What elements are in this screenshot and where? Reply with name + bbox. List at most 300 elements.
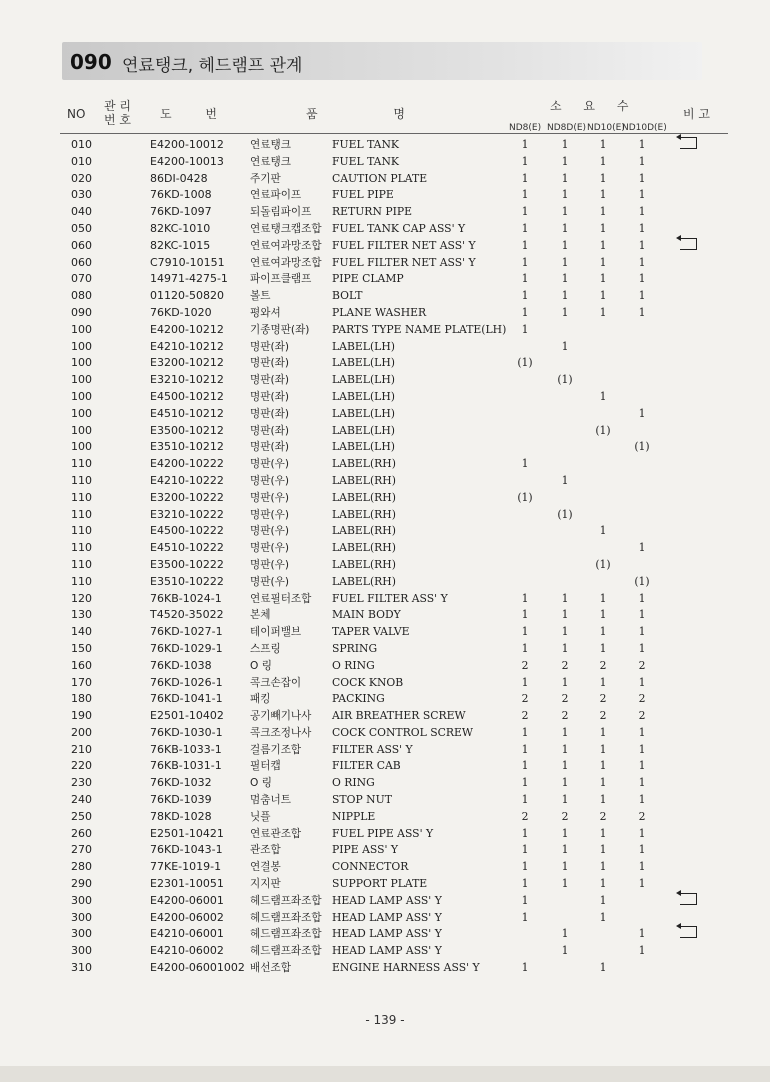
row-qty-4: 1 [638,843,646,857]
row-name-korean: 명판(우) [250,474,289,487]
row-no: 110 [71,457,92,471]
row-name-english: AIR BREATHER SCREW [332,709,466,723]
row-qty-4: 1 [638,305,646,319]
row-qty-2: (1) [557,507,573,521]
row-qty-3: 1 [599,625,607,639]
row-qty-1: 1 [521,759,529,773]
row-qty-2: 1 [561,221,569,235]
row-qty-3: 2 [599,809,607,823]
row-part-number: E4210-06002 [150,944,224,958]
row-name-korean: 콕크손잡이 [250,676,302,689]
row-name-korean: 연료탱크캡조합 [250,222,322,235]
row-part-number: E3510-10222 [150,574,224,588]
col-model-1: ND8(E) [509,123,542,133]
row-name-english: STOP NUT [332,793,392,807]
row-qty-3: 1 [599,860,607,874]
row-name-english: MAIN BODY [332,608,401,622]
row-no: 210 [71,742,92,756]
row-no: 140 [71,625,92,639]
row-qty-2: 2 [561,709,569,723]
row-part-number: 76KD-1032 [150,776,212,790]
row-name-english: O RING [332,658,375,672]
table-row [0,339,770,356]
table-row [0,305,770,322]
row-no: 100 [71,356,92,370]
row-qty-4: 1 [638,221,646,235]
table-row [0,809,770,826]
row-name-english: LABEL(LH) [332,356,395,370]
row-qty-3: 1 [599,910,607,924]
row-part-number: 01120-50820 [150,289,224,303]
row-no: 260 [71,826,92,840]
col-model-3: ND10(E) [587,123,625,133]
row-qty-3: 1 [599,608,607,622]
row-qty-2: 1 [561,188,569,202]
row-no: 060 [71,238,92,252]
table-row [0,607,770,624]
row-qty-3: 1 [599,675,607,689]
row-no: 100 [71,440,92,454]
row-name-korean: 명판(좌) [250,390,289,403]
row-no: 090 [71,305,92,319]
row-qty-4: 1 [638,406,646,420]
row-qty-4: 1 [638,675,646,689]
row-name-english: LABEL(RH) [332,557,396,571]
row-qty-2: 1 [561,944,569,958]
row-part-number: 76KD-1030-1 [150,725,223,739]
row-no: 110 [71,541,92,555]
row-name-korean: 명판(좌) [250,374,289,387]
row-name-english: LABEL(LH) [332,389,395,403]
row-qty-3: 1 [599,272,607,286]
row-qty-1: 2 [521,709,529,723]
row-qty-1: 1 [521,641,529,655]
table-row [0,658,770,675]
row-qty-4: 1 [638,877,646,891]
row-name-english: PIPE CLAMP [332,272,404,286]
row-no: 230 [71,776,92,790]
row-part-number: 76KD-1027-1 [150,625,223,639]
table-row [0,876,770,893]
row-name-korean: 헤드램프좌조합 [250,894,322,907]
row-name-english: COCK KNOB [332,675,404,689]
row-qty-3: (1) [595,423,611,437]
row-name-korean: 명판(좌) [250,424,289,437]
row-name-english: FUEL TANK CAP ASS' Y [332,221,466,235]
row-qty-2: 1 [561,171,569,185]
row-qty-3: 1 [599,289,607,303]
table-row [0,725,770,742]
row-part-number: 76KD-1020 [150,305,212,319]
row-name-english: ENGINE HARNESS ASS' Y [332,961,480,975]
row-no: 110 [71,473,92,487]
row-name-korean: 기종명판(좌) [250,323,310,336]
row-part-number: 76KD-1039 [150,793,212,807]
row-name-english: LABEL(LH) [332,440,395,454]
row-part-number: E2301-10051 [150,877,224,891]
row-no: 010 [71,138,92,151]
row-no: 110 [71,490,92,504]
row-qty-1: 1 [521,843,529,857]
row-name-english: CONNECTOR [332,860,409,874]
row-qty-1: 1 [521,322,529,336]
row-qty-1: 1 [521,255,529,269]
row-name-english: LABEL(RH) [332,524,396,538]
row-no: 020 [71,171,92,185]
row-part-number: E4200-06002 [150,910,224,924]
row-qty-4: (1) [634,440,650,454]
row-qty-2: 2 [561,658,569,672]
header-divider [60,133,728,134]
row-qty-3: 1 [599,776,607,790]
row-qty-4: 1 [638,641,646,655]
row-no: 110 [71,557,92,571]
row-name-english: HEAD LAMP ASS' Y [332,893,442,907]
row-qty-3: 2 [599,709,607,723]
table-row [0,171,770,188]
row-part-number: 76KB-1033-1 [150,742,222,756]
row-name-english: LABEL(RH) [332,473,396,487]
row-qty-3: 2 [599,658,607,672]
row-name-korean: 걸름기조합 [250,743,302,756]
row-qty-2: 1 [561,675,569,689]
row-name-english: BOLT [332,289,363,303]
row-part-number: 76KD-1043-1 [150,843,223,857]
row-qty-4: 1 [638,826,646,840]
row-qty-1: 1 [521,910,529,924]
row-part-number: E2501-10402 [150,709,224,723]
row-qty-1: 1 [521,205,529,219]
row-name-english: LABEL(LH) [332,406,395,420]
row-name-english: FUEL FILTER NET ASS' Y [332,238,476,252]
row-qty-2: 1 [561,138,569,151]
table-row [0,842,770,859]
row-name-korean: 헤드램프좌조합 [250,911,322,924]
table-row [0,641,770,658]
row-qty-2: 1 [561,154,569,168]
row-no: 040 [71,205,92,219]
table-row [0,355,770,372]
table-row [0,624,770,641]
row-qty-3: 1 [599,893,607,907]
row-name-english: SUPPORT PLATE [332,877,428,891]
row-qty-4: 1 [638,541,646,555]
row-part-number: 77KE-1019-1 [150,860,222,874]
row-part-number: 76KB-1024-1 [150,591,222,605]
row-qty-4: 1 [638,927,646,941]
row-qty-3: 1 [599,389,607,403]
row-part-number: E4210-06001 [150,927,224,941]
row-qty-4: 1 [638,608,646,622]
row-no: 180 [71,692,92,706]
row-name-english: LABEL(LH) [332,423,395,437]
row-no: 050 [71,221,92,235]
row-qty-2: 1 [561,927,569,941]
row-no: 110 [71,507,92,521]
row-name-english: FUEL FILTER NET ASS' Y [332,255,476,269]
row-qty-2: 1 [561,759,569,773]
row-qty-2: 1 [561,205,569,219]
row-name-korean: 명판(좌) [250,357,289,370]
row-part-number: E3200-10212 [150,356,224,370]
row-name-english: O RING [332,776,375,790]
row-name-korean: 공기빼기나사 [250,710,312,723]
col-drawing: 도 번 [160,107,217,121]
row-part-number: E3510-10212 [150,440,224,454]
row-part-number: 76KB-1031-1 [150,759,222,773]
row-no: 070 [71,272,92,286]
bottom-band [0,1066,770,1082]
row-name-english: COCK CONTROL SCREW [332,725,473,739]
row-no: 100 [71,389,92,403]
row-name-korean: 연료관조합 [250,827,302,840]
row-name-korean: 명판(좌) [250,340,289,353]
row-no: 060 [71,255,92,269]
row-part-number: 76KD-1038 [150,658,212,672]
row-qty-2: 1 [561,305,569,319]
row-part-number: 76KD-1026-1 [150,675,223,689]
row-qty-3: 1 [599,742,607,756]
row-name-korean: 헤드램프좌조합 [250,945,322,958]
row-qty-3: 1 [599,793,607,807]
row-qty-1: 1 [521,742,529,756]
row-qty-3: 2 [599,692,607,706]
row-qty-1: 1 [521,272,529,286]
row-part-number: E4210-10222 [150,473,224,487]
row-name-english: RETURN PIPE [332,205,412,219]
row-name-english: FUEL FILTER ASS' Y [332,591,448,605]
row-no: 300 [71,944,92,958]
row-qty-4: 1 [638,725,646,739]
row-no: 130 [71,608,92,622]
row-name-english: FUEL TANK [332,138,399,151]
row-name-korean: 주기판 [250,172,281,185]
row-qty-3: 1 [599,877,607,891]
row-part-number: E4200-06001002 [150,961,245,975]
table-row [0,758,770,775]
table-row [0,154,770,171]
row-part-number: 76KD-1029-1 [150,641,223,655]
row-name-korean: 되돌림파이프 [250,206,312,219]
row-name-english: HEAD LAMP ASS' Y [332,944,442,958]
row-qty-2: 1 [561,641,569,655]
row-name-english: LABEL(RH) [332,507,396,521]
row-qty-4: 1 [638,289,646,303]
table-row [0,221,770,238]
page-number: - 139 - [365,1013,405,1027]
table-row [0,439,770,456]
row-name-korean: 콕크조정나사 [250,726,312,739]
row-name-english: LABEL(RH) [332,541,396,555]
row-qty-4: 1 [638,860,646,874]
row-qty-4: 1 [638,272,646,286]
row-no: 080 [71,289,92,303]
row-name-korean: 패킹 [250,693,271,706]
row-qty-1: 1 [521,289,529,303]
row-name-korean: 명판(우) [250,491,289,504]
col-model-2: ND8D(E) [547,123,587,133]
row-name-english: LABEL(LH) [332,373,395,387]
row-name-korean: 명판(좌) [250,407,289,420]
table-row [0,926,770,943]
row-qty-2: 1 [561,238,569,252]
row-no: 290 [71,877,92,891]
row-no: 110 [71,574,92,588]
row-name-korean: 지지판 [250,878,281,891]
row-qty-2: 1 [561,608,569,622]
row-name-korean: 명판(우) [250,575,289,588]
row-qty-1: 1 [521,675,529,689]
table-row [0,960,770,977]
row-qty-4: 1 [638,205,646,219]
row-qty-2: 1 [561,625,569,639]
row-qty-2: 1 [561,255,569,269]
row-part-number: E2501-10421 [150,826,224,840]
row-qty-3: 1 [599,961,607,975]
row-qty-2: 2 [561,692,569,706]
row-name-korean: 필터캡 [250,760,281,773]
row-part-number: 82KC-1010 [150,221,211,235]
row-part-number: E3210-10222 [150,507,224,521]
row-qty-1: (1) [517,356,533,370]
table-row [0,792,770,809]
row-no: 100 [71,406,92,420]
row-qty-1: 1 [521,725,529,739]
row-name-english: HEAD LAMP ASS' Y [332,910,442,924]
section-title: 연료탱크, 헤드램프 관계 [122,56,303,76]
row-no: 300 [71,927,92,941]
row-qty-3: 1 [599,205,607,219]
row-qty-4: 1 [638,154,646,168]
table-row [0,591,770,608]
section-code: 090 [70,50,112,74]
interchange-bracket-icon [680,893,697,905]
row-qty-4: 1 [638,793,646,807]
table-row [0,372,770,389]
row-qty-2: 1 [561,860,569,874]
row-name-korean: 닛플 [250,810,271,823]
row-part-number: 82KC-1015 [150,238,211,252]
row-qty-3: 1 [599,524,607,538]
table-row [0,490,770,507]
col-remarks: 비 고 [683,107,710,121]
row-qty-1: 1 [521,961,529,975]
table-row [0,322,770,339]
row-no: 030 [71,188,92,202]
row-name-english: TAPER VALVE [332,625,410,639]
table-row [0,557,770,574]
row-part-number: E3200-10222 [150,490,224,504]
table-row [0,708,770,725]
row-qty-1: 1 [521,776,529,790]
table-row [0,137,770,154]
row-qty-1: 1 [521,826,529,840]
row-part-number: E4510-10212 [150,406,224,420]
row-no: 120 [71,591,92,605]
row-no: 100 [71,423,92,437]
row-qty-4: (1) [634,574,650,588]
row-name-korean: 명판(우) [250,542,289,555]
row-part-number: E3500-10222 [150,557,224,571]
row-qty-1: 1 [521,171,529,185]
row-no: 280 [71,860,92,874]
row-qty-3: 1 [599,826,607,840]
row-qty-1: 1 [521,860,529,874]
row-name-korean: 배선조합 [250,962,291,975]
row-qty-4: 1 [638,591,646,605]
row-qty-3: 1 [599,238,607,252]
row-qty-2: 1 [561,742,569,756]
interchange-bracket-icon [680,926,697,938]
row-part-number: E4200-10222 [150,457,224,471]
table-row [0,691,770,708]
col-model-4: ND10D(E) [622,123,667,133]
row-qty-2: 1 [561,877,569,891]
table-row [0,859,770,876]
row-name-korean: 명판(우) [250,508,289,521]
row-no: 310 [71,961,92,975]
table-row [0,423,770,440]
row-qty-2: 1 [561,473,569,487]
table-row [0,288,770,305]
row-name-english: CAUTION PLATE [332,171,428,185]
row-name-korean: 연료여과망조합 [250,239,322,252]
row-name-english: FILTER ASS' Y [332,742,413,756]
row-part-number: E4200-10212 [150,322,224,336]
row-part-number: E4500-10222 [150,524,224,538]
row-name-english: PACKING [332,692,385,706]
interchange-bracket-icon [680,238,697,250]
col-qty: 소 요 수 [550,99,629,113]
row-qty-2: (1) [557,373,573,387]
row-qty-2: 1 [561,793,569,807]
row-qty-4: 1 [638,188,646,202]
row-no: 100 [71,373,92,387]
row-name-english: FUEL TANK [332,154,399,168]
table-row [0,187,770,204]
row-part-number: 76KD-1008 [150,188,212,202]
row-qty-3: 1 [599,305,607,319]
row-qty-3: 1 [599,171,607,185]
row-no: 110 [71,524,92,538]
table-row [0,406,770,423]
row-qty-4: 1 [638,625,646,639]
table-row [0,204,770,221]
row-qty-1: 1 [521,893,529,907]
row-qty-4: 2 [638,692,646,706]
row-name-korean: 연료탱크 [250,155,291,168]
table-row [0,943,770,960]
row-part-number: C7910-10151 [150,255,225,269]
row-qty-4: 1 [638,944,646,958]
table-row [0,456,770,473]
row-qty-1: 2 [521,692,529,706]
row-qty-2: 1 [561,289,569,303]
row-name-korean: O 링 [250,777,272,790]
row-no: 100 [71,339,92,353]
row-no: 300 [71,910,92,924]
row-no: 150 [71,641,92,655]
row-qty-1: 1 [521,305,529,319]
table-row [0,675,770,692]
row-qty-4: 2 [638,658,646,672]
row-part-number: 86DI-0428 [150,171,208,185]
table-row [0,507,770,524]
row-qty-1: 1 [521,625,529,639]
row-qty-2: 1 [561,776,569,790]
row-name-english: LABEL(RH) [332,490,396,504]
row-part-number: T4520-35022 [150,608,224,622]
